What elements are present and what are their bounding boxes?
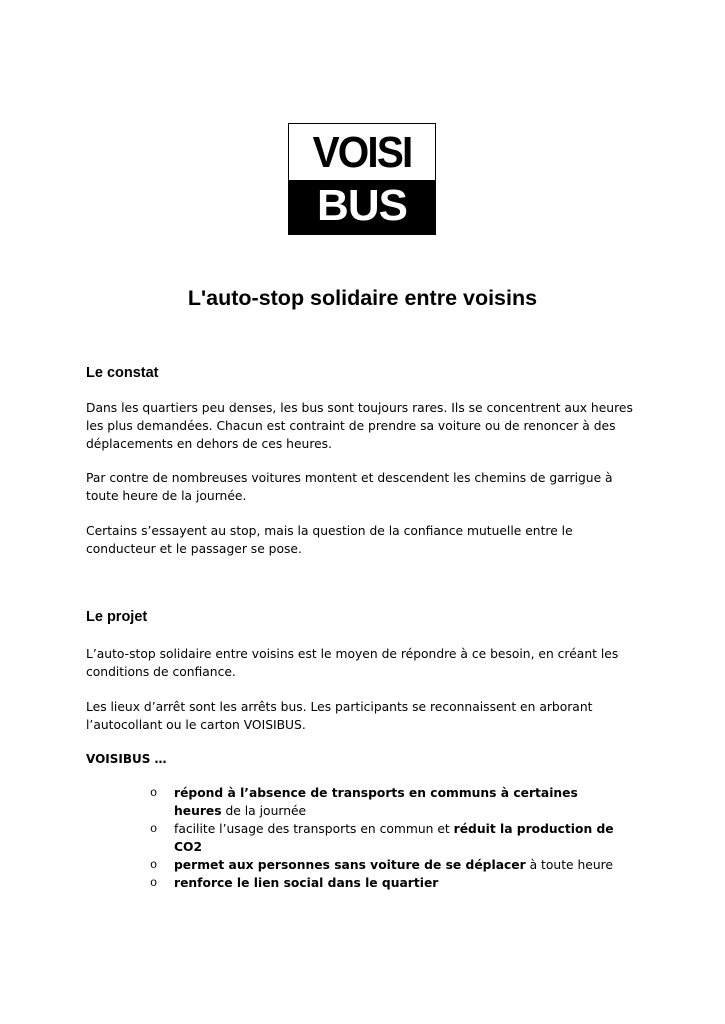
list-item-bold: permet aux personnes sans voiture de se déplacer: [174, 858, 526, 872]
projet-paragraph-2: Les lieux d’arrêt sont les arrêts bus. Les participants se reconnaissent en arborant l’autocollant ou le carton VOISIBUS.: [86, 700, 593, 732]
list-item: [150, 820, 620, 856]
logo-line-bus: BUS: [289, 180, 435, 235]
logo-line-voisi: VOISI: [295, 124, 429, 180]
constat-paragraph-2: Par contre de nombreuses voitures montent et descendent les chemins de garrigue à toute heure de la journée.: [86, 471, 613, 503]
section-heading-constat: Le constat: [86, 365, 159, 381]
list-item-text-after: à toute heure: [525, 858, 613, 872]
bullet-marker-icon: o: [150, 786, 158, 800]
bullet-marker-icon: o: [150, 858, 158, 872]
list-item: [150, 856, 620, 874]
constat-paragraph-3: Certains s’essayent au stop, mais la question de la confiance mutuelle entre le conducteur et le passager se pose.: [86, 524, 573, 556]
page-title: L'auto-stop solidaire entre voisins: [187, 286, 538, 310]
list-item-bold: renforce le lien social dans le quartier: [174, 876, 439, 890]
list-item-text-after: de la journée: [221, 804, 307, 818]
voisibus-list-label: VOISIBUS …: [86, 752, 167, 766]
constat-paragraph-1: Dans les quartiers peu denses, les bus sont toujours rares. Ils se concentrent aux heures les plus demandées. Chacun est contraint de prendre sa voiture ou de renoncer à des déplacements en dehors de ces heures.: [86, 401, 633, 451]
benefits-list: [150, 784, 620, 892]
list-item-text-before: facilite l’usage des transports en commun et: [174, 822, 454, 836]
bullet-marker-icon: o: [150, 876, 158, 890]
bullet-marker-icon: o: [150, 822, 158, 836]
list-item-bold: répond à l’absence de transports en communs à certaines heures: [174, 786, 578, 818]
voisibus-logo: [288, 123, 436, 235]
list-item: [150, 784, 620, 820]
projet-paragraph-1: L’auto-stop solidaire entre voisins est le moyen de répondre à ce besoin, en créant les conditions de confiance.: [86, 647, 619, 679]
section-heading-projet: Le projet: [86, 609, 148, 625]
list-item: [150, 874, 620, 892]
list-item-bold: réduit la production de CO2: [174, 822, 614, 854]
